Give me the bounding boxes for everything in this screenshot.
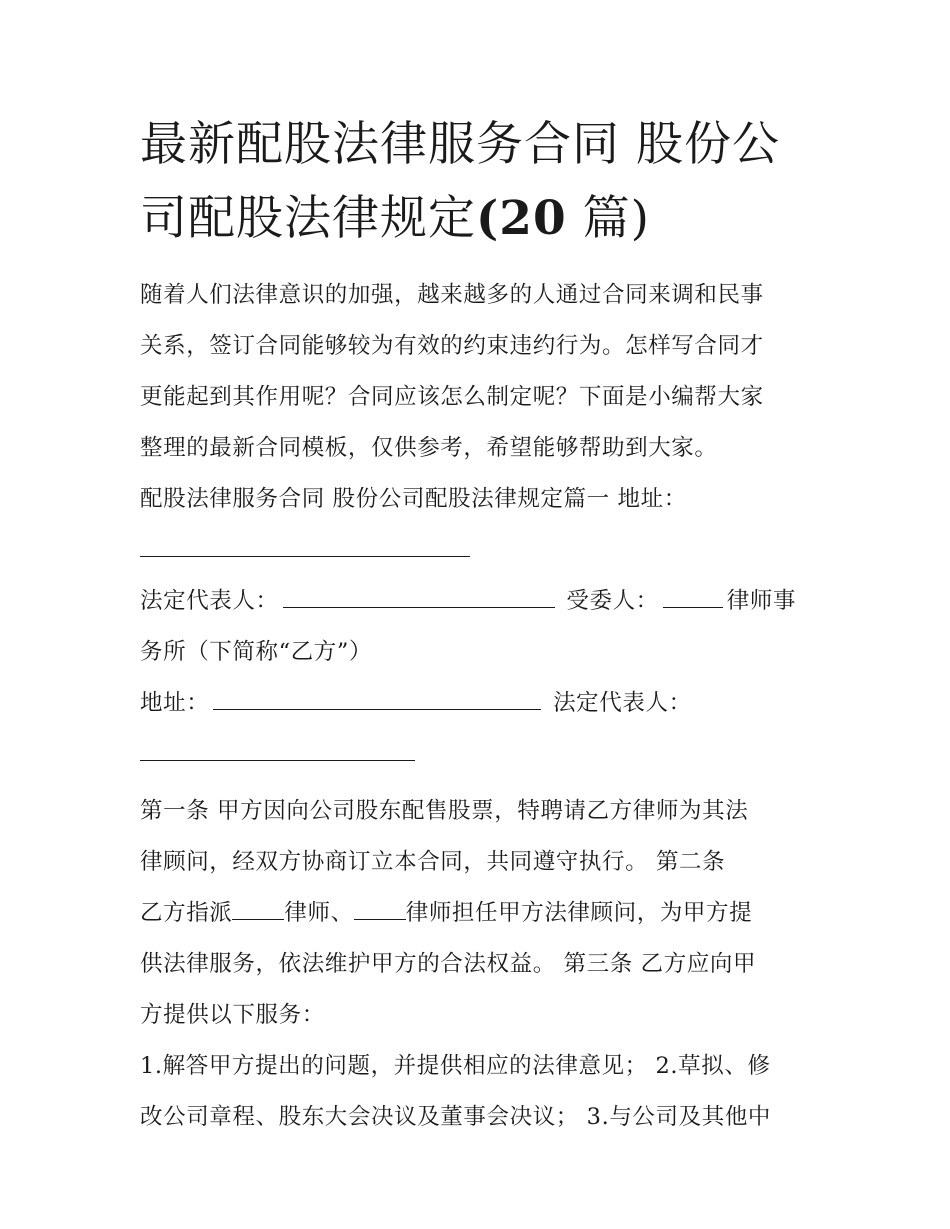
party-b-address-blank[interactable] <box>213 689 541 710</box>
address-label: 地址： <box>140 690 210 716</box>
party-a-rep-label: 法定代表人： <box>140 588 279 614</box>
intro-paragraph <box>140 270 820 474</box>
article-line: 供法律服务，依法维护甲方的合法权益。 第三条 乙方应向甲 <box>140 951 757 977</box>
title-line-2-prefix: 司配股法律规定 <box>140 191 476 246</box>
title-count: (20 <box>476 191 567 246</box>
article-line: 律顾问，经双方协商订立本合同，共同遵守执行。 第二条 <box>140 849 726 875</box>
article-line: 方提供以下服务： <box>140 1002 325 1028</box>
title-line-2 <box>140 182 820 256</box>
services-paragraph <box>140 1041 820 1143</box>
intro-line: 更能起到其作用呢？合同应该怎么制定呢？下面是小编帮大家 <box>140 384 764 410</box>
law-firm-name-blank[interactable] <box>663 587 723 608</box>
intro-line: 随着人们法律意识的加强，越来越多的人通过合同来调和民事 <box>140 282 764 308</box>
party-a-address-blank[interactable] <box>140 536 470 557</box>
party-b-rep-label: 法定代表人： <box>553 690 692 716</box>
assignment-line <box>140 888 820 939</box>
law-firm-suffix: 律师事 <box>726 588 797 614</box>
document-page <box>140 108 820 1143</box>
title-line-2-suffix: 篇) <box>566 191 650 246</box>
service-line: 1.解答甲方提出的问题，并提供相应的法律意见； 2.草拟、修 <box>140 1053 771 1079</box>
service-line: 改公司章程、股东大会决议及董事会决议； 3.与公司及其他中 <box>140 1104 772 1130</box>
party-info <box>140 576 820 780</box>
assign-suffix: 律师担任甲方法律顾问，为甲方提 <box>405 900 753 926</box>
assign-prefix: 乙方指派 <box>140 900 233 926</box>
party-b-address-line <box>140 678 820 729</box>
rep-trustee-line <box>140 576 820 627</box>
article-line: 第一条 甲方因向公司股东配售股票，特聘请乙方律师为其法 <box>140 798 749 824</box>
articles-paragraph <box>140 786 820 1041</box>
party-a-rep-blank[interactable] <box>283 587 555 608</box>
document-title <box>140 108 820 256</box>
lawyer-1-blank[interactable] <box>232 899 284 920</box>
assign-mid: 律师、 <box>284 900 354 926</box>
intro-line: 整理的最新合同模板，仅供参考，希望能够帮助到大家。 <box>140 435 718 461</box>
address-blank-line <box>140 525 820 576</box>
lawyer-2-blank[interactable] <box>354 899 406 920</box>
intro-line: 关系，签订合同能够较为有效的约束违约行为。怎样写合同才 <box>140 333 764 359</box>
section-heading-text: 配股法律服务合同 股份公司配股法律规定篇一 地址： <box>140 486 687 512</box>
party-b-rep-blank-line <box>140 729 820 780</box>
trustee-label: 受委人： <box>566 588 659 614</box>
party-b-rep-blank[interactable] <box>140 740 415 761</box>
law-firm-line-2: 务所（下简称“乙方”） <box>140 639 373 665</box>
title-line-1: 最新配股法律服务合同 股份公 <box>140 117 780 172</box>
section-heading <box>140 474 820 576</box>
